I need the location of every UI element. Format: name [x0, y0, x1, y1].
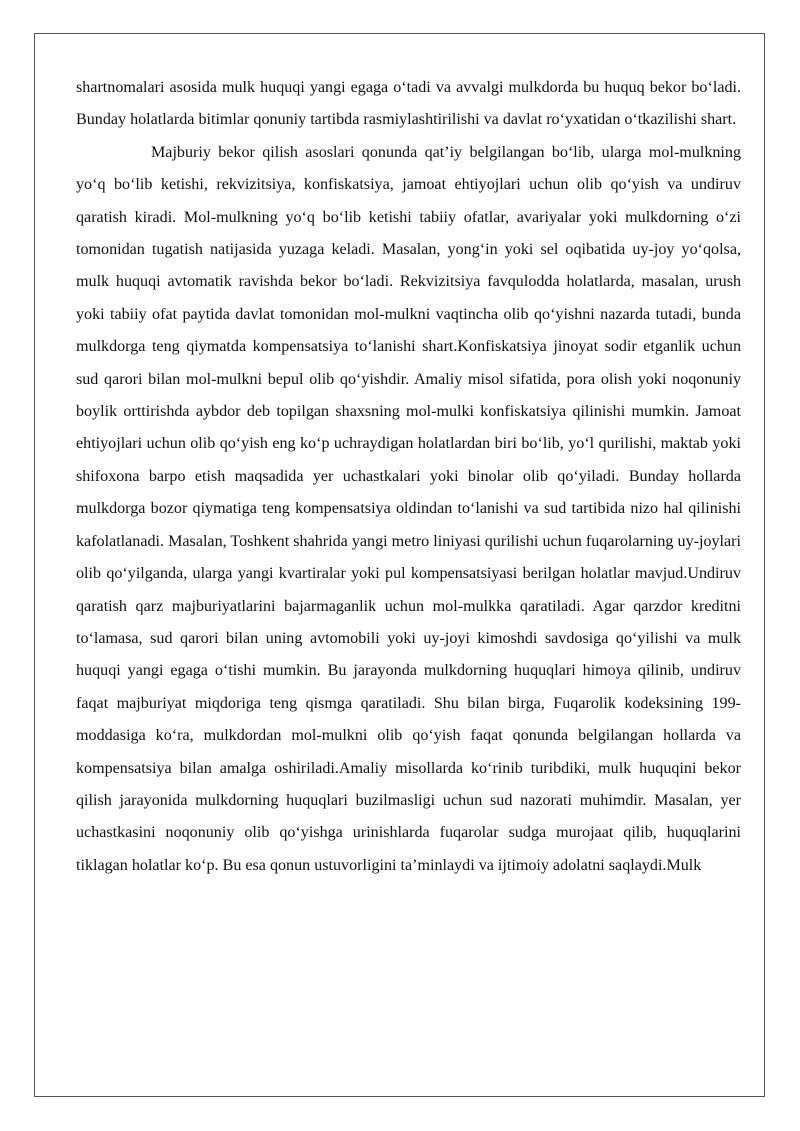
- paragraph-continuation: shartnomalari asosida mulk huquqi yangi egaga o‘tadi va avvalgi mulkdorda bu huquq bekor bo‘ladi. Bunday holatlarda bitimlar qonuniy tartibda rasmiylashtirilishi va davlat ro‘yxatidan o‘tkazilishi shart.: [76, 79, 741, 129]
- document-body: [76, 72, 741, 882]
- paragraph-main: Majburiy bekor qilish asoslari qonunda qat’iy belgilangan bo‘lib, ularga mol-mulkning yo‘q bo‘lib ketishi, rekvizitsiya, konfiskatsiya, jamoat ehtiyojlari uchun olib qo‘yish va undiruv qaratish kiradi. Mol-mulkning yo‘q bo‘lib ketishi tabiiy ofatlar, avariyalar yoki mulkdorning o‘zi tomonidan tugatish natijasida yuzaga keladi. Masalan, yong‘in yoki sel oqibatida uy-joy yo‘qolsa, mulk huquqi avtomatik ravishda bekor bo‘ladi. Rekvizitsiya favqulodda holatlarda, masalan, urush yoki tabiiy ofat paytida davlat tomonidan mol-mulkni vaqtincha olib qo‘yishni nazarda tutadi, bunda mulkdorga teng qiymatda kompensatsiya to‘lanishi shart.Konfiskatsiya jinoyat sodir etganlik uchun sud qarori bilan mol-mulkni bepul olib qo‘yishdir. Amaliy misol sifatida, pora olish yoki noqonuniy boylik orttirishda aybdor deb topilgan shaxsning mol-mulki konfiskatsiya qilinishi mumkin. Jamoat ehtiyojlari uchun olib qo‘yish eng ko‘p uchraydigan holatlardan biri bo‘lib, yo‘l qurilishi, maktab yoki shifoxona barpo etish maqsadida yer uchastkalari yoki binolar olib qo‘yiladi. Bunday hollarda mulkdorga bozor qiymatiga teng kompensatsiya oldindan to‘lanishi va sud tartibida nizo hal qilinishi kafolatlanadi. Masalan, Toshkent shahrida yangi metro liniyasi qurilishi uchun fuqarolarning uy-joylari olib qo‘yilganda, ularga yangi kvartiralar yoki pul kompensatsiyasi berilgan holatlar mavjud.Undiruv qaratish qarz majburiyatlarini bajarmaganlik uchun mol-mulkka qaratiladi. Agar qarzdor kreditni to‘lamasa, sud qarori bilan uning avtomobili yoki uy-joyi kimoshdi savdosiga qo‘yilishi va mulk huquqi yangi egaga o‘tishi mumkin. Bu jarayonda mulkdorning huquqlari himoya qilinib, undiruv faqat majburiyat miqdoriga teng qismga qaratiladi. Shu bilan birga, Fuqarolik kodeksining 199-moddasiga ko‘ra, mulkdordan mol-mulkni olib qo‘yish faqat qonunda belgilangan hollarda va kompensatsiya bilan amalga oshiriladi.Amaliy misollarda ko‘rinib turibdiki, mulk huquqini bekor qilish jarayonida mulkdorning huquqlari buzilmasligi uchun sud nazorati muhimdir. Masalan, yer uchastkasini noqonuniy olib qo‘yishga urinishlarda fuqarolar sudga murojaat qilib, huquqlarini tiklagan holatlar ko‘p. Bu esa qonun ustuvorligini ta’minlaydi va ijtimoiy adolatni saqlaydi.Mulk: [76, 143, 741, 874]
